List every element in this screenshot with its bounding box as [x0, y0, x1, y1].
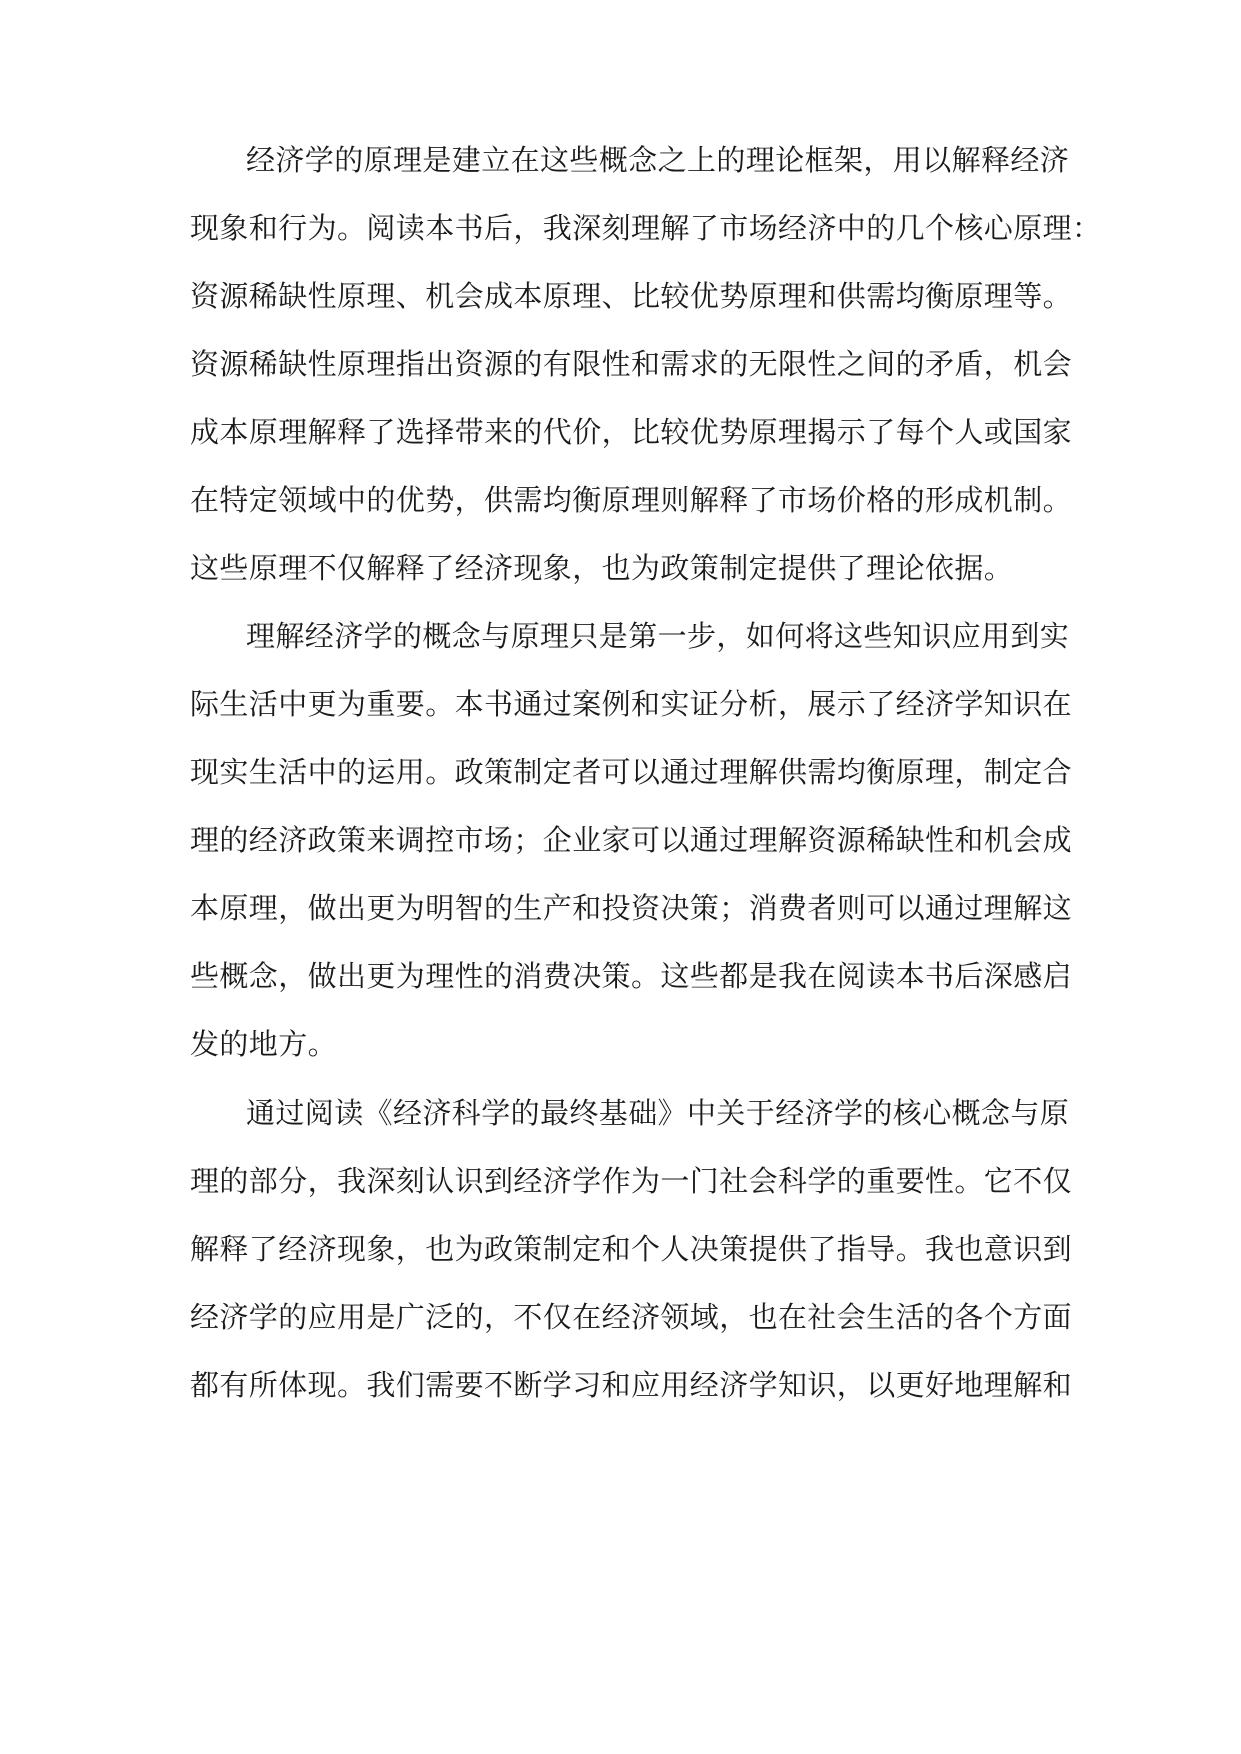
paragraph-3-line-2: 理的部分，我深刻认识到经济学作为一门社会科学的重要性。它不仅	[190, 1164, 1073, 1198]
paragraph-2-line-4: 理的经济政策来调控市场；企业家可以通过理解资源稀缺性和机会成	[190, 823, 1073, 857]
paragraph-2-line-1: 理解经济学的概念与原理只是第一步，如何将这些知识应用到实	[246, 619, 1070, 653]
paragraph-3-line-5: 都有所体现。我们需要不断学习和应用经济学知识，以更好地理解和	[190, 1368, 1073, 1402]
paragraph-1-line-7: 这些原理不仅解释了经济现象，也为政策制定提供了理论依据。	[190, 551, 1014, 585]
paragraph-3-line-4: 经济学的应用是广泛的，不仅在经济领域，也在社会生活的各个方面	[190, 1300, 1073, 1334]
paragraph-2-line-2: 际生活中更为重要。本书通过案例和实证分析，展示了经济学知识在	[190, 687, 1073, 721]
paragraph-1-line-3: 资源稀缺性原理、机会成本原理、比较优势原理和供需均衡原理等。	[190, 279, 1073, 313]
paragraph-2-line-3: 现实生活中的运用。政策制定者可以通过理解供需均衡原理，制定合	[190, 755, 1073, 789]
paragraph-3-line-3: 解释了经济现象，也为政策制定和个人决策提供了指导。我也意识到	[190, 1232, 1073, 1266]
paragraph-1-line-5: 成本原理解释了选择带来的代价，比较优势原理揭示了每个人或国家	[190, 415, 1073, 449]
paragraph-1-line-2: 现象和行为。阅读本书后，我深刻理解了市场经济中的几个核心原理：	[190, 211, 1102, 245]
paragraph-3-line-1: 通过阅读《经济科学的最终基础》中关于经济学的核心概念与原	[246, 1096, 1070, 1130]
paragraph-1-line-1: 经济学的原理是建立在这些概念之上的理论框架，用以解释经济	[246, 143, 1070, 177]
paragraph-2-line-7: 发的地方。	[190, 1027, 338, 1061]
paragraph-1-line-6: 在特定领域中的优势，供需均衡原理则解释了市场价格的形成机制。	[190, 483, 1073, 517]
paragraph-1-line-4: 资源稀缺性原理指出资源的有限性和需求的无限性之间的矛盾，机会	[190, 347, 1073, 381]
paragraph-2-line-5: 本原理，做出更为明智的生产和投资决策；消费者则可以通过理解这	[190, 891, 1073, 925]
paragraph-2-line-6: 些概念，做出更为理性的消费决策。这些都是我在阅读本书后深感启	[190, 959, 1073, 993]
